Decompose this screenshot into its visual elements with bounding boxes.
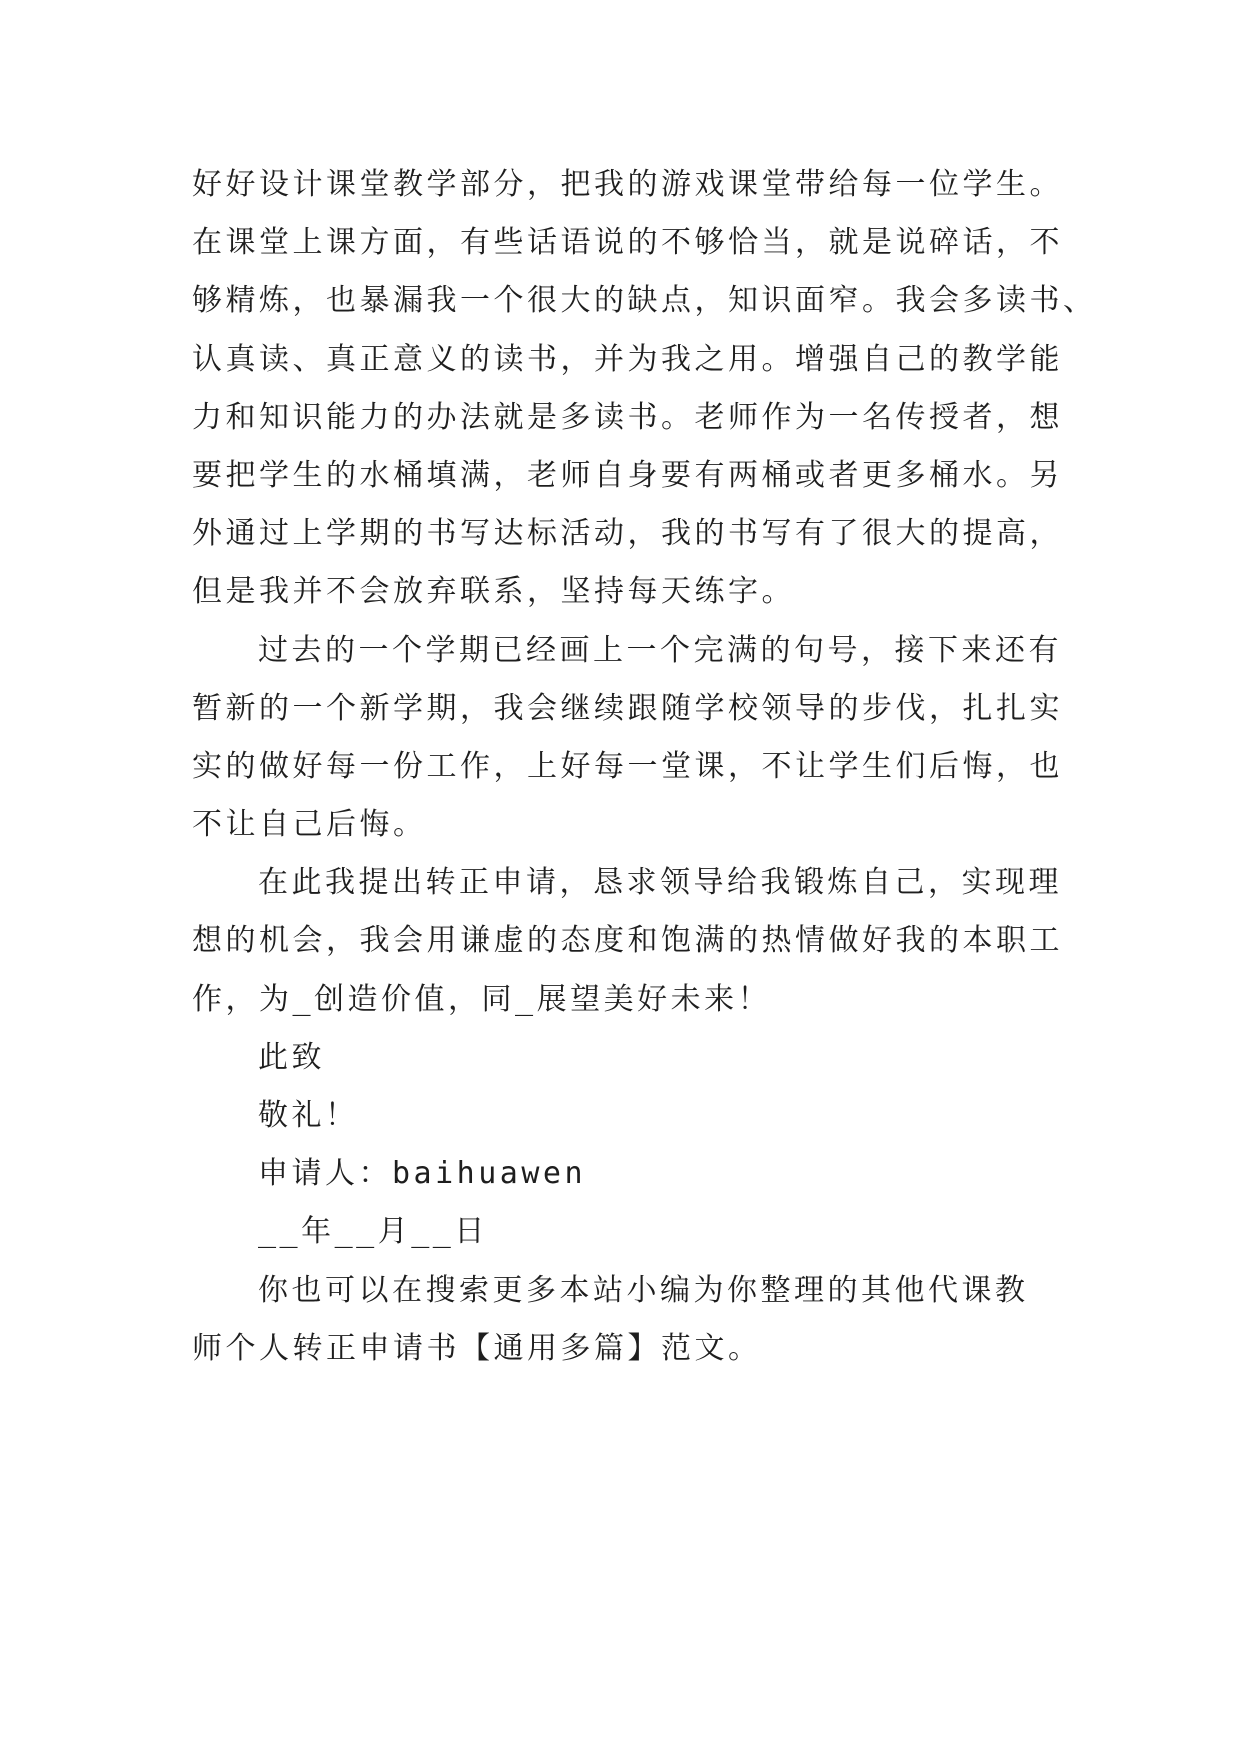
date-line: __年__月__日 bbox=[258, 1214, 488, 1250]
text-line: 但是我并不会放弃联系，坚持每天练字。 bbox=[192, 574, 795, 610]
text-line: 作，为_创造价值，同_展望美好未来！ bbox=[192, 981, 772, 1017]
text-line: 师个人转正申请书【通用多篇】范文。 bbox=[192, 1330, 762, 1366]
closing-salutation: 此致 bbox=[258, 1039, 325, 1075]
closing-regards: 敬礼！ bbox=[258, 1098, 359, 1133]
text-line: 力和知识能力的办法就是多读书。老师作为一名传授者，想 bbox=[192, 399, 1063, 435]
paragraph-start-line: 在此我提出转正申请，恳求领导给我锻炼自己，实现理 bbox=[258, 865, 1062, 901]
text-line: 想的机会，我会用谦虚的态度和饱满的热情做好我的本职工 bbox=[192, 923, 1063, 959]
text-line: 好好设计课堂教学部分，把我的游戏课堂带给每一位学生。 bbox=[192, 167, 1063, 202]
text-line: 外通过上学期的书写达标活动，我的书写有了很大的提高， bbox=[192, 516, 1063, 552]
paragraph-start-line: 过去的一个学期已经画上一个完满的句号，接下来还有 bbox=[258, 632, 1062, 668]
applicant-signature: 申请人：baihuawen bbox=[258, 1156, 587, 1192]
document-body bbox=[192, 156, 1097, 1378]
text-line: 够精炼，也暴漏我一个很大的缺点，知识面窄。我会多读书、 bbox=[192, 283, 1097, 319]
text-line: 在课堂上课方面，有些话语说的不够恰当，就是说碎话，不 bbox=[192, 225, 1063, 261]
text-line: 实的做好每一份工作，上好每一堂课，不让学生们后悔，也 bbox=[192, 748, 1063, 784]
text-line: 暂新的一个新学期，我会继续跟随学校领导的步伐，扎扎实 bbox=[192, 690, 1063, 726]
text-line: 不让自己后悔。 bbox=[192, 807, 427, 843]
text-line: 认真读、真正意义的读书，并为我之用。增强自己的教学能 bbox=[192, 341, 1063, 377]
paragraph-start-line: 你也可以在搜索更多本站小编为你整理的其他代课教 bbox=[258, 1272, 1029, 1308]
text-line: 要把学生的水桶填满，老师自身要有两桶或者更多桶水。另 bbox=[192, 457, 1063, 493]
